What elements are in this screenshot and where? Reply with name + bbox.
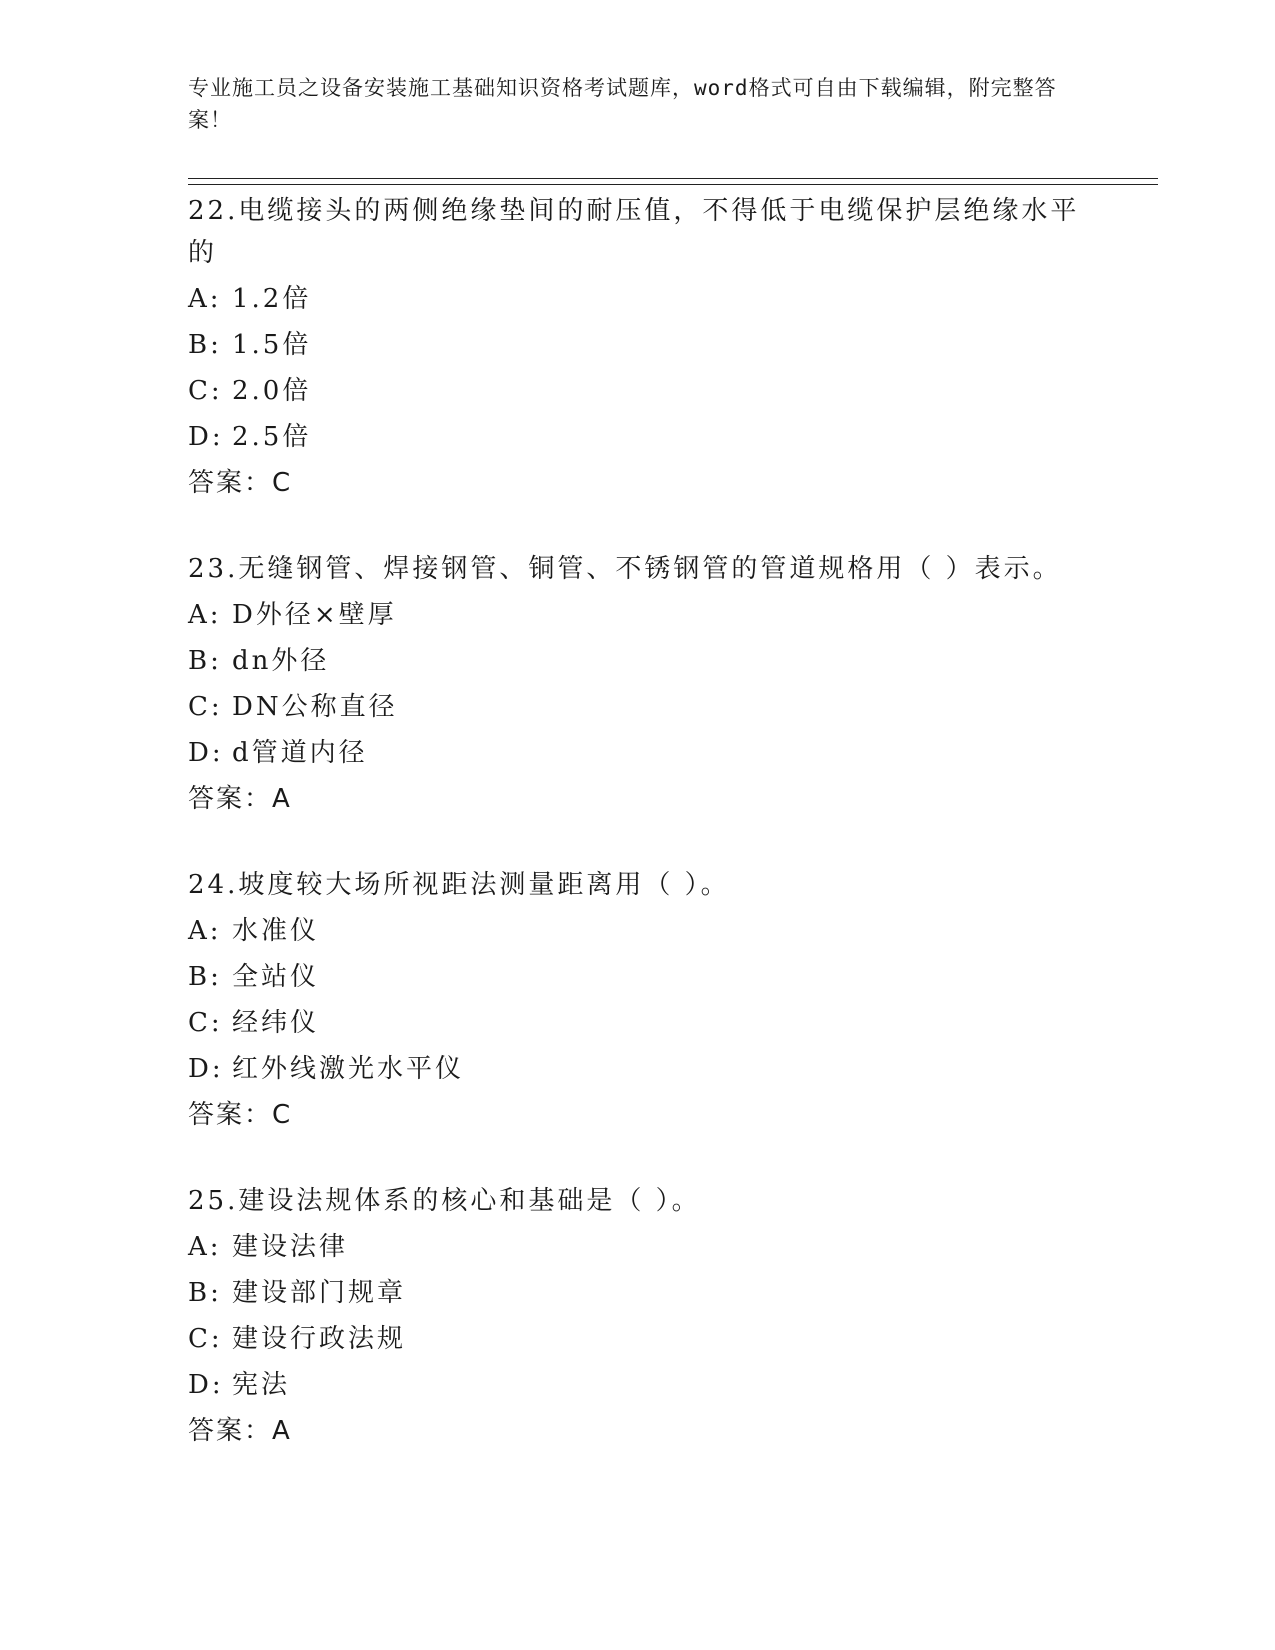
question-stem: 25.建设法规体系的核心和基础是（ ）。 bbox=[188, 1186, 701, 1216]
question-24 bbox=[188, 864, 1088, 1140]
option-letter: D: bbox=[188, 738, 224, 768]
option-c bbox=[188, 686, 1088, 732]
option-text: 2.0倍 bbox=[232, 376, 312, 406]
option-text: 红外线激光水平仪 bbox=[232, 1054, 465, 1084]
option-letter: B: bbox=[188, 962, 222, 992]
option-letter: C: bbox=[188, 1008, 223, 1038]
option-d bbox=[188, 732, 1088, 778]
header-double-rule bbox=[188, 178, 1158, 185]
question-22 bbox=[188, 190, 1088, 508]
option-text: d管道内径 bbox=[232, 738, 368, 768]
option-a bbox=[188, 594, 1088, 640]
option-a bbox=[188, 910, 1088, 956]
option-text: 建设法律 bbox=[232, 1232, 349, 1262]
question-stem: 22.电缆接头的两侧绝缘垫间的耐压值，不得低于电缆保护层绝缘水平的 bbox=[188, 196, 1080, 268]
option-b bbox=[188, 640, 1088, 686]
option-text: 建设部门规章 bbox=[232, 1278, 407, 1308]
option-b bbox=[188, 956, 1088, 1002]
question-25 bbox=[188, 1180, 1088, 1456]
option-letter: B: bbox=[188, 646, 222, 676]
question-stem: 24.坡度较大场所视距法测量距离用（ ）。 bbox=[188, 870, 730, 900]
option-text: DN公称直径 bbox=[232, 692, 398, 722]
option-c bbox=[188, 370, 1088, 416]
option-text: 2.5倍 bbox=[232, 422, 312, 452]
option-letter: C: bbox=[188, 692, 223, 722]
answer-line: 答案：A bbox=[188, 784, 292, 814]
option-text: 1.2倍 bbox=[232, 284, 312, 314]
option-d bbox=[188, 1364, 1088, 1410]
option-letter: D: bbox=[188, 1054, 224, 1084]
option-a bbox=[188, 1226, 1088, 1272]
option-letter: C: bbox=[188, 376, 223, 406]
option-letter: A: bbox=[188, 284, 222, 314]
option-text: 水准仪 bbox=[232, 916, 320, 946]
option-letter: D: bbox=[188, 1370, 224, 1400]
document-header: 专业施工员之设备安装施工基础知识资格考试题库，word格式可自由下载编辑，附完整答案！ bbox=[188, 76, 1057, 132]
option-letter: C: bbox=[188, 1324, 223, 1354]
option-text: 全站仪 bbox=[232, 962, 320, 992]
option-letter: B: bbox=[188, 1278, 222, 1308]
option-letter: A: bbox=[188, 1232, 222, 1262]
option-a bbox=[188, 278, 1088, 324]
option-letter: D: bbox=[188, 422, 224, 452]
answer-line: 答案：C bbox=[188, 1100, 293, 1130]
question-23 bbox=[188, 548, 1088, 824]
option-letter: A: bbox=[188, 916, 222, 946]
option-text: 宪法 bbox=[232, 1370, 291, 1400]
option-text: D外径×壁厚 bbox=[232, 600, 397, 630]
answer-line: 答案：C bbox=[188, 468, 293, 498]
question-stem: 23.无缝钢管、焊接钢管、铜管、不锈钢管的管道规格用（ ）表示。 bbox=[188, 554, 1062, 584]
option-b bbox=[188, 1272, 1088, 1318]
option-text: 1.5倍 bbox=[232, 330, 312, 360]
option-b bbox=[188, 324, 1088, 370]
option-c bbox=[188, 1002, 1088, 1048]
option-c bbox=[188, 1318, 1088, 1364]
option-text: dn外径 bbox=[232, 646, 330, 676]
option-d bbox=[188, 1048, 1088, 1094]
answer-line: 答案：A bbox=[188, 1416, 292, 1446]
option-d bbox=[188, 416, 1088, 462]
option-text: 经纬仪 bbox=[232, 1008, 320, 1038]
option-text: 建设行政法规 bbox=[232, 1324, 407, 1354]
option-letter: A: bbox=[188, 600, 222, 630]
question-list bbox=[188, 190, 1088, 1496]
option-letter: B: bbox=[188, 330, 222, 360]
